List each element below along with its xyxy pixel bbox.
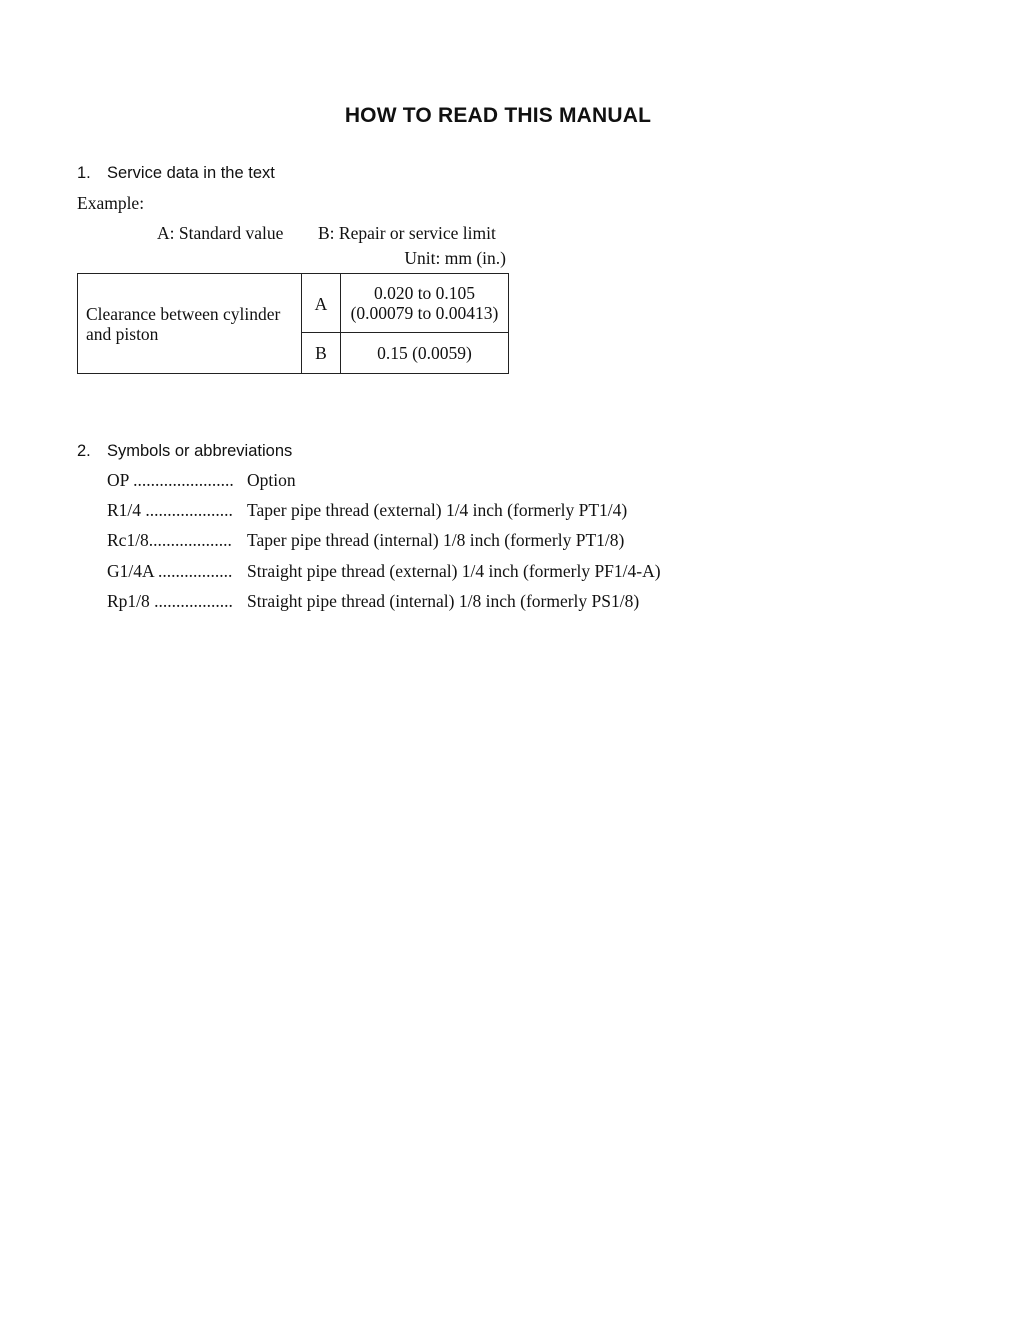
value-cell-b: 0.15 (0.0059) (341, 333, 509, 374)
legend-service-limit: B: Repair or service limit (318, 223, 496, 243)
standard-value-mm: 0.020 to 0.105 (373, 283, 476, 303)
abbreviation-term: Rc1/8................... (107, 530, 232, 551)
list-item (107, 500, 661, 530)
unit-label: Unit: mm (in.) (404, 248, 506, 268)
legend-standard-value: A: Standard value (157, 223, 284, 243)
section-2-title: Symbols or abbreviations (107, 442, 293, 460)
abbreviation-definition: Option (247, 470, 296, 490)
page-title: HOW TO READ THIS MANUAL (344, 104, 652, 127)
abbreviation-definition: Taper pipe thread (external) 1/4 inch (formerly PT1/4) (247, 500, 628, 521)
item-name-cell (78, 274, 302, 374)
abbreviation-term: OP ....................... (107, 470, 234, 490)
service-data-table (77, 273, 509, 374)
abbreviation-definition: Taper pipe thread (internal) 1/8 inch (formerly PT1/8) (247, 530, 625, 551)
section-1-title: Service data in the text (107, 164, 275, 182)
abbreviation-term: Rp1/8 .................. (107, 590, 233, 611)
abbreviation-term: G1/4A ................. (107, 560, 233, 581)
value-cell-a (341, 274, 509, 333)
list-item (107, 591, 661, 621)
section-2-number: 2. (77, 442, 91, 460)
abbreviation-term: R1/4 .................... (107, 500, 233, 521)
code-cell-b: B (302, 333, 341, 374)
standard-value-in: (0.00079 to 0.00413) (350, 303, 499, 323)
list-item (107, 470, 661, 500)
table-row (78, 274, 509, 333)
abbreviation-definition: Straight pipe thread (internal) 1/8 inch (formerly PS1/8) (247, 590, 640, 611)
abbreviation-list (107, 470, 661, 621)
list-item (107, 530, 661, 560)
section-1-heading (77, 164, 275, 183)
list-item (107, 561, 661, 591)
abbreviation-definition: Straight pipe thread (external) 1/4 inch (formerly PF1/4-A) (247, 560, 661, 581)
item-name-line-2: and piston (86, 323, 159, 344)
example-label: Example: (77, 193, 145, 213)
code-cell-a: A (302, 274, 341, 333)
section-1-number: 1. (77, 164, 91, 182)
item-name-line-1: Clearance between cylinder (86, 303, 281, 324)
section-2-heading (77, 442, 292, 461)
